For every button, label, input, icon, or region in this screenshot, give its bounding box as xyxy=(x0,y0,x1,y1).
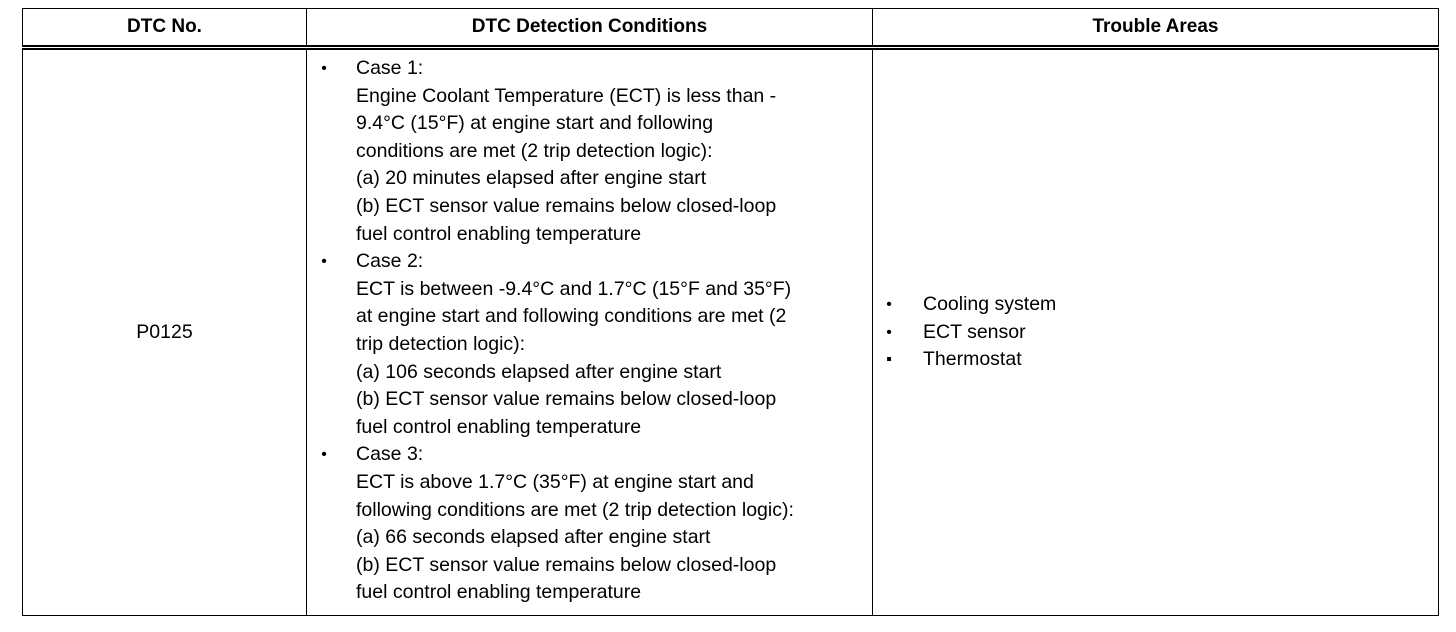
header-row xyxy=(23,9,1439,48)
bullet-icon: • xyxy=(886,323,892,341)
condition-line: fuel control enabling temperature xyxy=(356,415,642,438)
trouble-area-item xyxy=(873,346,1438,373)
trouble-area-list xyxy=(873,291,1438,373)
condition-line: Case 2: xyxy=(356,250,424,273)
condition-line: trip detection logic): xyxy=(356,332,526,355)
condition-line: 9.4°C (15°F) at engine start and following xyxy=(356,112,714,135)
case-list xyxy=(307,55,872,607)
case-item-2 xyxy=(307,248,872,441)
trouble-area-item xyxy=(873,319,1438,346)
condition-line: fuel control enabling temperature xyxy=(356,222,642,245)
condition-line: (a) 20 minutes elapsed after engine start xyxy=(356,167,707,190)
trouble-area-label: Thermostat xyxy=(923,348,1022,371)
condition-line: (a) 66 seconds elapsed after engine start xyxy=(356,526,711,549)
case-item-1 xyxy=(307,55,872,248)
condition-line: fuel control enabling temperature xyxy=(356,581,642,604)
condition-line: (b) ECT sensor value remains below closed-loop xyxy=(356,553,777,576)
condition-line: conditions are met (2 trip detection logic): xyxy=(356,139,713,162)
table-row xyxy=(23,48,1439,616)
bullet-icon: • xyxy=(321,60,327,77)
square-bullet-icon: ▪ xyxy=(886,351,892,369)
condition-line: (b) ECT sensor value remains below closed-loop xyxy=(356,194,777,217)
condition-line: (b) ECT sensor value remains below closed-loop xyxy=(356,388,777,411)
condition-line: ECT is between -9.4°C and 1.7°C (15°F and 35°F) xyxy=(356,277,792,300)
condition-line: following conditions are met (2 trip detection logic): xyxy=(356,498,794,521)
condition-line: Case 3: xyxy=(356,443,424,466)
bullet-icon: • xyxy=(321,446,327,464)
trouble-area-item xyxy=(873,291,1438,318)
condition-line: ECT is above 1.7°C (35°F) at engine start and xyxy=(356,470,754,493)
condition-line: at engine start and following conditions are met (2 xyxy=(356,305,787,328)
trouble-area-label: ECT sensor xyxy=(923,320,1026,343)
case-item-3 xyxy=(307,441,872,607)
condition-line: Case 1: xyxy=(356,57,424,79)
bullet-icon: • xyxy=(886,296,892,314)
trouble-areas-cell xyxy=(873,48,1439,616)
detection-conditions-cell xyxy=(307,48,873,616)
bullet-icon: • xyxy=(321,253,327,271)
condition-line: Engine Coolant Temperature (ECT) is less than - xyxy=(356,84,777,107)
header-detection-conditions: DTC Detection Conditions xyxy=(307,9,873,48)
trouble-area-label: Cooling system xyxy=(923,293,1057,316)
header-dtc-no: DTC No. xyxy=(23,9,307,48)
dtc-code: P0125 xyxy=(23,48,307,616)
header-trouble-areas: Trouble Areas xyxy=(873,9,1439,48)
condition-line: (a) 106 seconds elapsed after engine start xyxy=(356,360,722,383)
dtc-table xyxy=(22,8,1439,616)
